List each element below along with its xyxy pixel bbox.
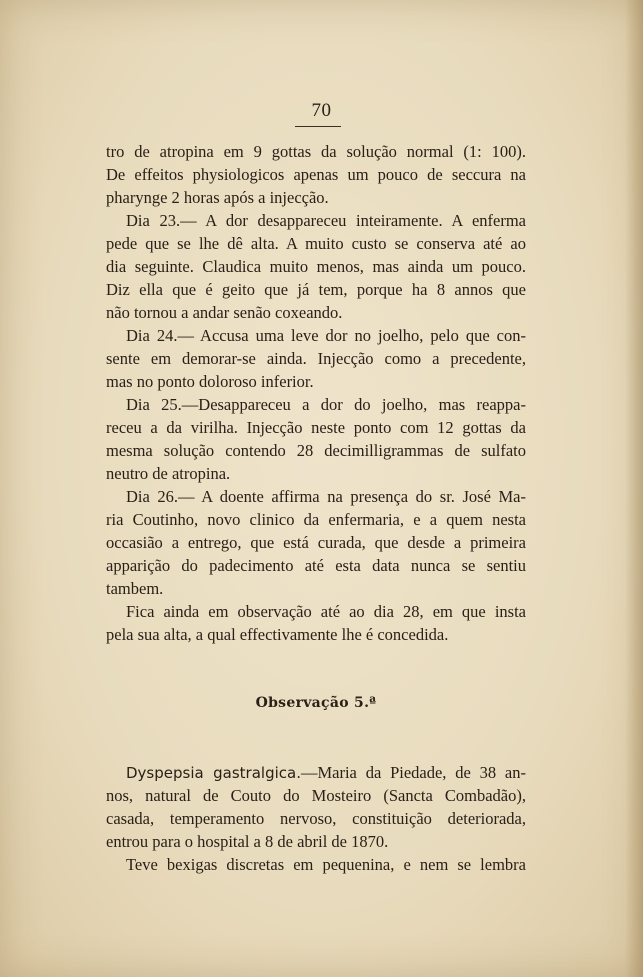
case-line <box>106 761 526 784</box>
text-line: não tornou a andar senão coxeando. <box>106 303 343 322</box>
text-line: sente em demorar-se ainda. Injecção como a precedente, <box>106 349 526 368</box>
text-line: tambem. <box>106 579 164 598</box>
text-line: pede que se lhe dê alta. A muito custo se conserva até ao <box>106 234 526 253</box>
text-line: mas no ponto doloroso inferior. <box>106 372 314 391</box>
case-title: Dyspepsia gastralgica. <box>126 764 301 782</box>
case-line: nos, natural de Couto do Mosteiro (Sancta Combadão), <box>106 786 526 805</box>
blank-space <box>106 715 526 738</box>
text-line: Dia 26.— A doente affirma na presença do sr. José Ma- <box>126 487 526 506</box>
text-line: dia seguinte. Claudica muito menos, mas ainda um pouco. <box>106 257 526 276</box>
section-heading: Observação 5.ª <box>255 695 377 711</box>
text-line: De effeitos physiologicos apenas um pouco de seccura na <box>106 165 526 184</box>
case-line: Teve bexigas discretas em pequenina, e nem se lembra <box>126 855 526 874</box>
text-line: Dia 23.— A dor desappareceu inteiramente. A enferma <box>126 211 526 230</box>
text-line: receu a da virilha. Injecção neste ponto com 12 gottas da <box>106 418 526 437</box>
text-line: mesma solução contendo 28 decimilligrammas de sulfato <box>106 441 526 460</box>
text-line: Dia 25.—Desappareceu a dor do joelho, mas reappa- <box>126 395 526 414</box>
text-line: pela sua alta, a qual effectivamente lhe é concedida. <box>106 625 449 644</box>
text-line: ria Coutinho, novo clinico da enfermaria, e a quem nesta <box>106 510 526 529</box>
text-line: apparição do padecimento até esta data nunca se sentiu <box>106 556 526 575</box>
blank-space <box>106 646 526 669</box>
body-text <box>106 140 526 876</box>
page-number-rule <box>295 126 341 127</box>
page-number: 70 <box>311 100 332 121</box>
case-line: casada, temperamento nervoso, constituição deteriorada, <box>106 809 526 828</box>
text-line: tro de atropina em 9 gottas da solução normal (1: 100). <box>106 142 526 161</box>
text-line: Dia 24.— Accusa uma leve dor no joelho, pelo que con- <box>126 326 526 345</box>
text-line: Fica ainda em observação até ao dia 28, em que insta <box>126 602 526 621</box>
text-line: occasião a entrego, que está curada, que desde a primeira <box>106 533 526 552</box>
case-text: —Maria da Piedade, de 38 an- <box>300 763 526 782</box>
page-spine-shadow <box>625 0 643 977</box>
blank-space <box>106 669 526 692</box>
text-line: Diz ella que é geito que já tem, porque ha 8 annos que <box>106 280 526 299</box>
case-line: entrou para o hospital a 8 de abril de 1870. <box>106 832 389 851</box>
text-line: neutro de atropina. <box>106 464 231 483</box>
blank-space <box>106 738 526 761</box>
text-line: pharynge 2 horas após a injecção. <box>106 188 329 207</box>
